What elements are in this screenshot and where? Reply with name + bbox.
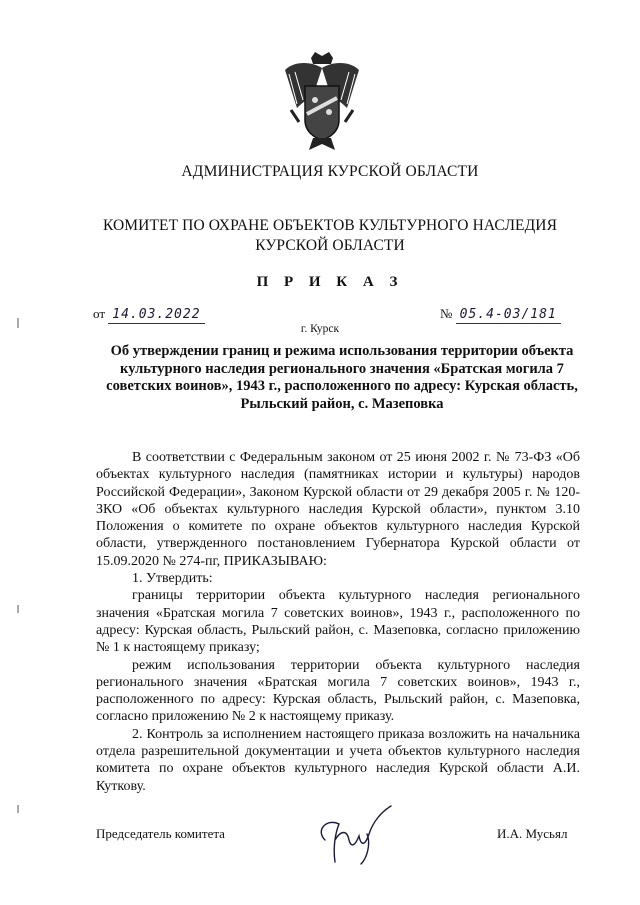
signer-position: Председатель комитета	[96, 826, 225, 841]
order-title: Об утверждении границ и режима использования территории объекта культурного наследия регионального значения «Братская могила 7 советских воинов», 1943 г., расположенного по адресу: Курская область, Рыльский район, с. Мазеповка	[106, 343, 578, 412]
body-paragraph-preamble: В соответствии с Федеральным законом от 25 июня 2002 г. № 73-ФЗ «Об объектах культурного наследия (памятниках истории и культуры) народов Российской Федерации», Законом Курской области от 29 декабря 2005 г. № 120-ЗКО «Об объектах культурного наследия Курской области», пунктом 3.10 Положения о комитете по охране объектов культурного наследия Курской области, утвержденного постановлением Губернатора Курской области от 15.09.2020 № 274-пг, ПРИКАЗЫВАЮ:	[96, 450, 580, 569]
date-label: от	[93, 306, 106, 321]
body-paragraph-regime: режим использования территории объекта культурного наследия регионального значения «Братская могила 7 советских воинов», 1943 г., расположенного по адресу: Курская область, Рыльский район, с. Мазеповка, согласно приложению № 2 к настоящему приказу.	[96, 657, 580, 725]
date-value: 14.03.2022	[108, 307, 204, 324]
body-paragraph-item2: 2. Контроль за исполнением настоящего приказа возложить на начальника отдела разрешительной документации и учета объектов культурного наследия комитета по охране объектов культурного наследия Курской области А.И. Куткову.	[96, 726, 580, 794]
body-paragraph-item1: 1. Утвердить:	[132, 571, 213, 587]
order-date	[93, 306, 205, 322]
body-paragraph-boundaries: границы территории объекта культурного наследия регионального значения «Братская могила 7 советских воинов», 1943 г., расположенного по адресу: Курская область, Рыльский район, с. Мазеповка, согласно приложению № 1 к настоящему приказу;	[96, 588, 580, 656]
order-body	[96, 449, 580, 795]
scan-margin-mark	[17, 805, 19, 813]
signer-name: И.А. Мусьял	[497, 826, 568, 841]
scan-margin-mark	[17, 605, 19, 613]
committee-name-line2: КУРСКОЙ ОБЛАСТИ	[255, 237, 405, 254]
number-value: 05.4-03/181	[456, 307, 561, 324]
number-label: №	[440, 306, 453, 321]
order-number	[440, 306, 561, 322]
committee-name-line1: КОМИТЕТ ПО ОХРАНЕ ОБЪЕКТОВ КУЛЬТУРНОГО НАСЛЕДИЯ	[102, 217, 558, 234]
organization-name: АДМИНИСТРАЦИЯ КУРСКОЙ ОБЛАСТИ	[181, 163, 479, 180]
city-label: г. Курск	[300, 323, 340, 335]
handwritten-signature-icon	[305, 800, 405, 870]
committee-name	[60, 216, 600, 256]
coat-of-arms-emblem-icon	[283, 52, 361, 154]
scan-margin-mark	[17, 318, 19, 328]
document-type: П Р И К А З	[256, 274, 404, 290]
